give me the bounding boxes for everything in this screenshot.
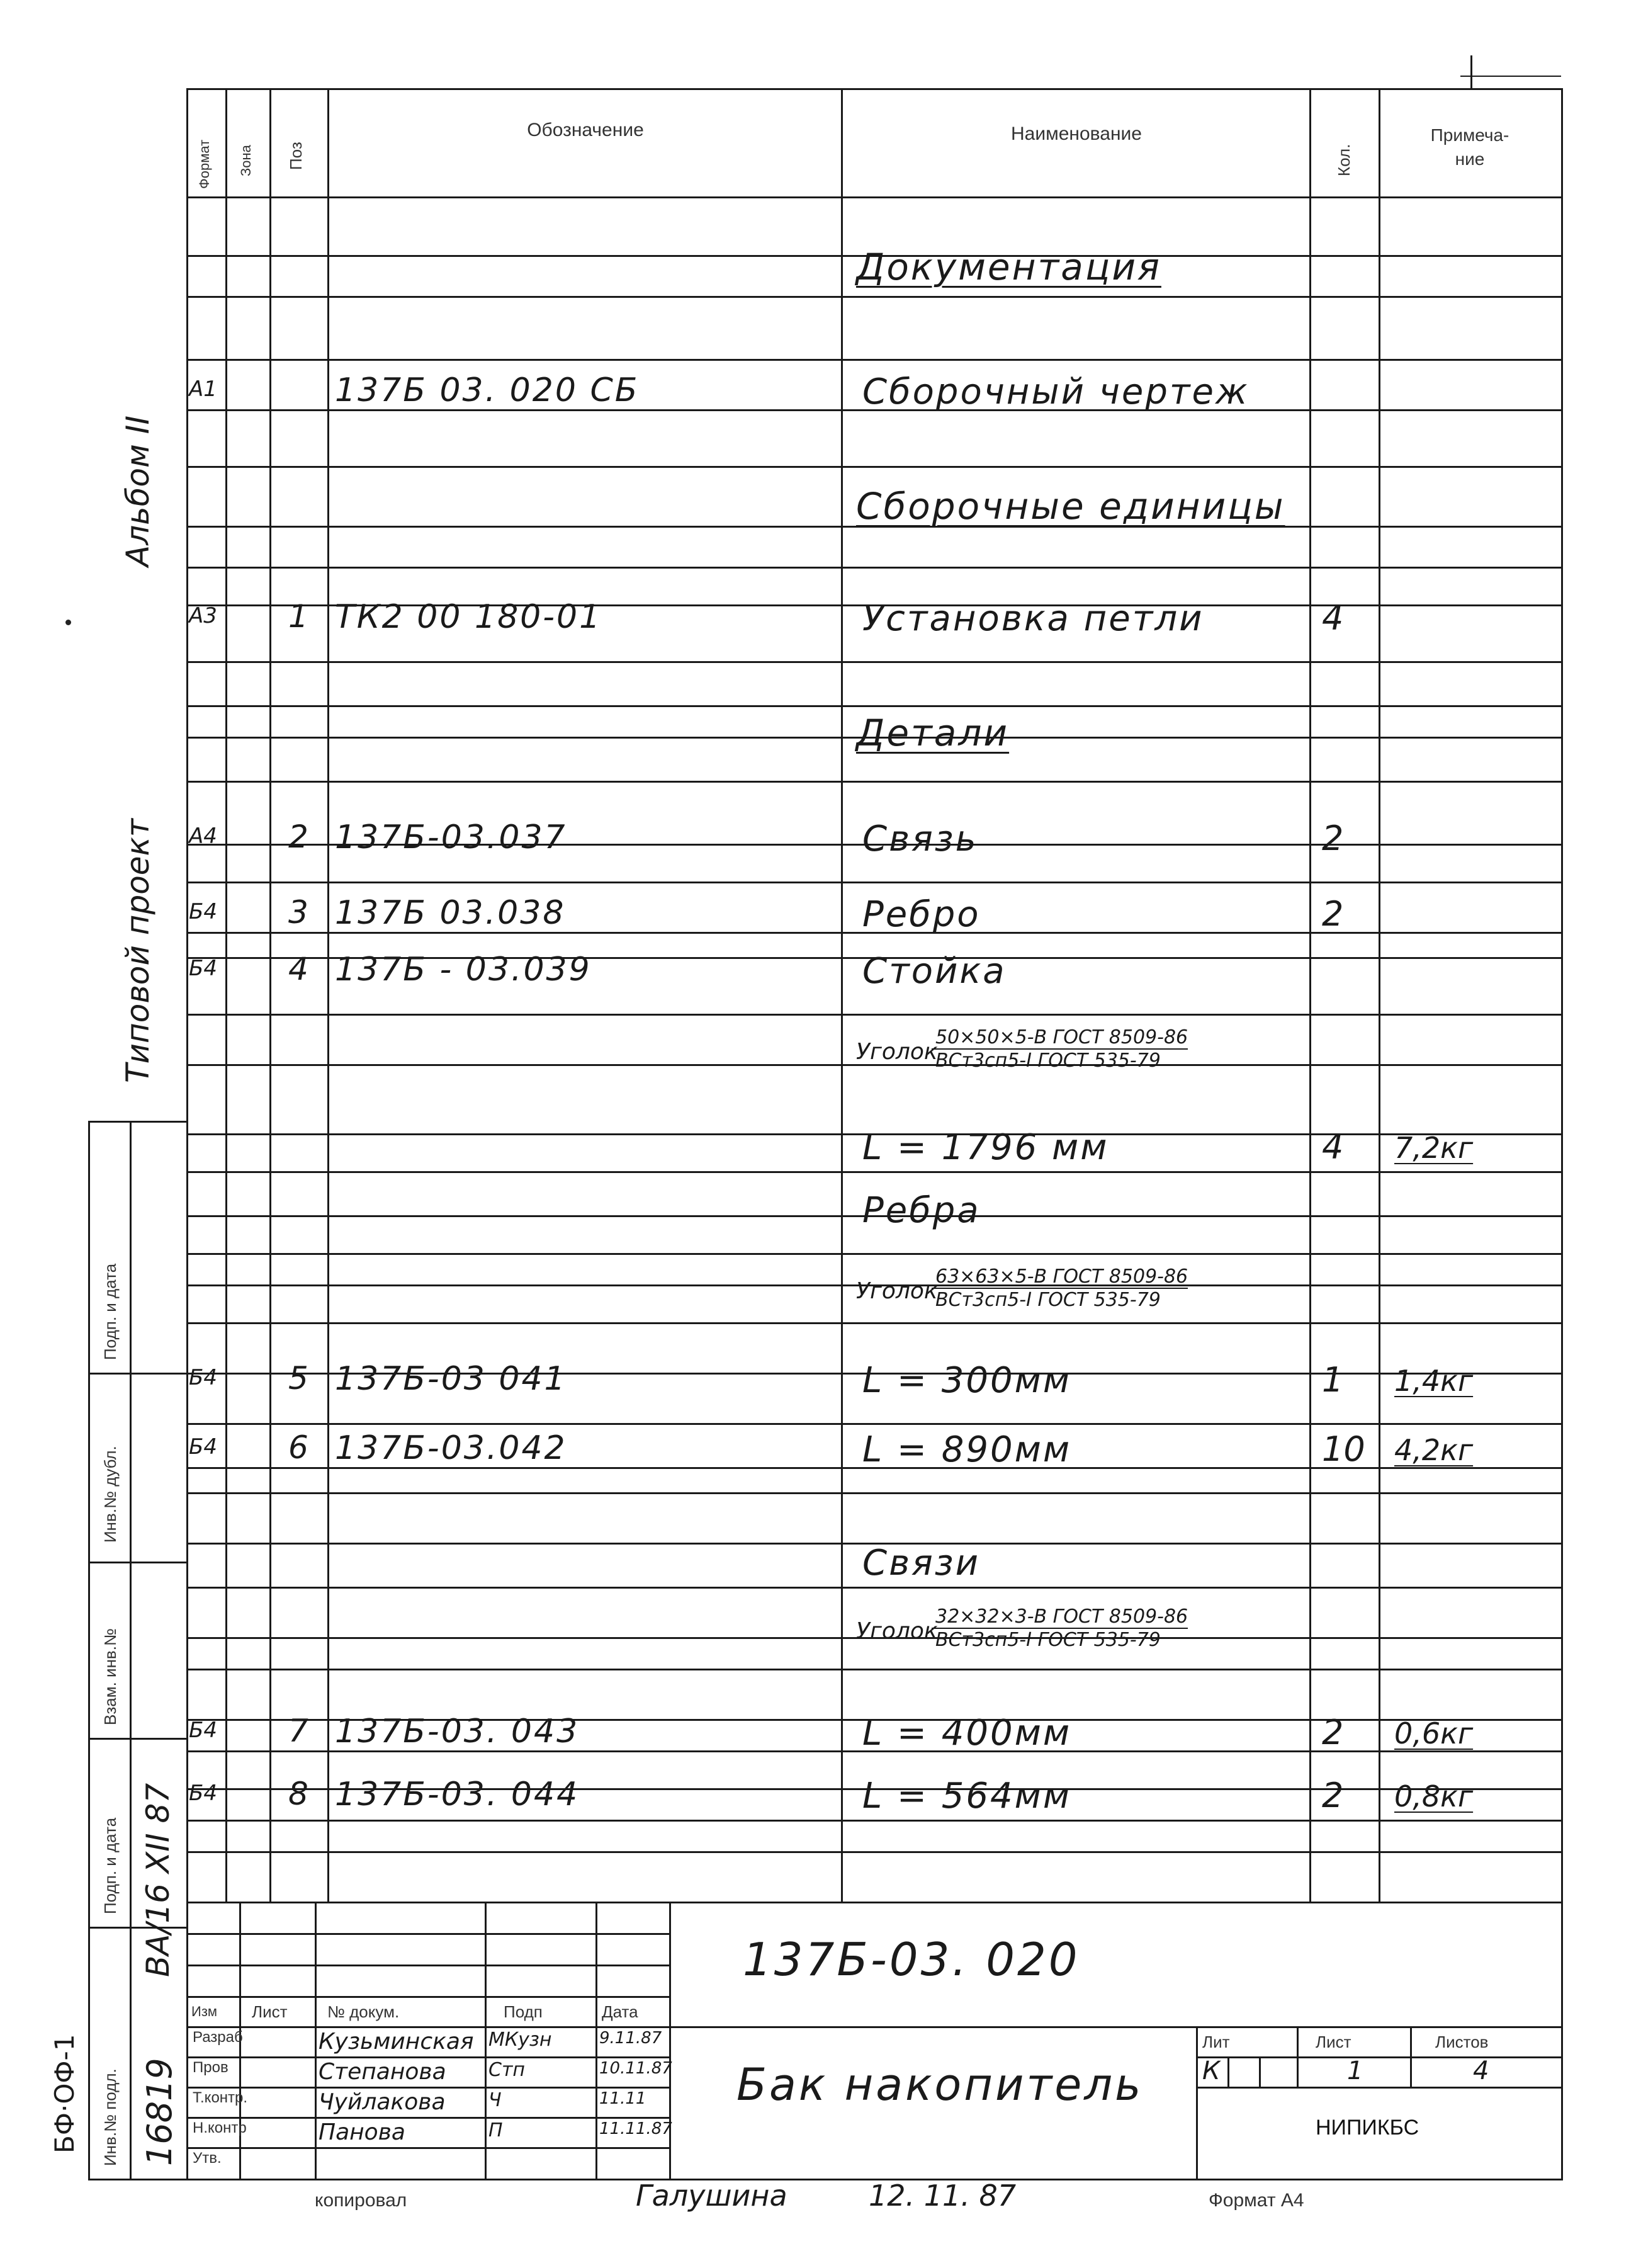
row-section-title: Детали — [856, 712, 1010, 754]
person-name: Панова — [319, 2119, 405, 2145]
row-line — [186, 296, 1563, 298]
row-note: 7,2кг — [1394, 1131, 1474, 1165]
row-line — [186, 882, 1563, 883]
row-format: Б4 — [189, 956, 217, 981]
header-designation: Обозначение — [527, 120, 644, 140]
row-qty: 2 — [1322, 1776, 1344, 1815]
row-format: Б4 — [189, 899, 217, 924]
lit-value: К — [1202, 2056, 1221, 2085]
row-line — [186, 1820, 1563, 1822]
sheet-value: 1 — [1347, 2056, 1363, 2085]
row-designation: 137Б-03. 043 — [335, 1713, 580, 1750]
row-line — [186, 567, 1563, 569]
person-signature: П — [488, 2119, 503, 2141]
row-designation: 137Б-03. 044 — [335, 1776, 580, 1813]
row-format: Б4 — [189, 1434, 217, 1460]
row-line — [186, 1322, 1563, 1324]
person-role: Пров — [193, 2059, 228, 2076]
side-label-podp-data-1: Подп. и дата — [101, 1263, 120, 1360]
row-name: L = 1796 мм — [862, 1127, 1109, 1168]
row-line — [186, 1423, 1563, 1425]
row-name: L = 564мм — [862, 1776, 1072, 1817]
copied-label: копировал — [315, 2190, 407, 2211]
row-qty: 1 — [1322, 1360, 1344, 1400]
header-note: Примеча- ние — [1430, 125, 1509, 169]
header-pos: Поз — [286, 142, 305, 170]
row-format: А1 — [189, 377, 217, 402]
copied-date: 12. 11. 87 — [869, 2179, 1017, 2213]
profile-bottom: ВСт3сп5-I ГОСТ 535-79 — [935, 1289, 1161, 1311]
row-format: Б4 — [189, 1365, 217, 1390]
row-qty: 10 — [1322, 1429, 1365, 1469]
row-format: А4 — [189, 824, 217, 849]
row-name: Ребро — [862, 894, 981, 935]
row-format: А3 — [189, 603, 217, 628]
row-line — [186, 1492, 1563, 1494]
row-qty: 4 — [1322, 1127, 1344, 1167]
person-signature: МКузн — [488, 2029, 552, 2051]
person-signature: Стп — [488, 2059, 526, 2081]
row-pos: 1 — [288, 598, 308, 635]
profile-prefix: Уголок — [856, 1039, 938, 1065]
row-designation: ТК2 00 180-01 — [335, 598, 602, 636]
row-line — [186, 1253, 1563, 1255]
header-format: Формат — [196, 139, 212, 189]
profile-prefix: Уголок — [856, 1278, 938, 1304]
copied-by: Галушина — [636, 2179, 787, 2213]
row-designation: 137Б 03.038 — [335, 894, 566, 932]
sheets-label: Листов — [1435, 2033, 1489, 2051]
header-zone: Зона — [238, 145, 254, 176]
person-role: Утв. — [193, 2150, 222, 2167]
person-date: 11.11.87 — [599, 2119, 672, 2138]
lit-label: Лит — [1202, 2033, 1230, 2051]
person-role: Т.контр. — [193, 2089, 248, 2106]
row-line — [186, 661, 1563, 663]
col-date: Дата — [602, 2002, 638, 2021]
profile-top: 32×32×3-В ГОСТ 8509-86 — [932, 1606, 1188, 1629]
row-line — [186, 1851, 1563, 1853]
org-name: НИПИКБС — [1316, 2116, 1419, 2140]
sheet-label: Лист — [1316, 2033, 1351, 2051]
row-designation: 137Б-03.037 — [335, 819, 567, 856]
row-name: Установка петли — [862, 598, 1204, 639]
header-qty: Кол. — [1334, 144, 1353, 176]
row-designation: 137Б - 03.039 — [335, 951, 592, 989]
row-line — [186, 705, 1563, 707]
person-name: Кузьминская — [319, 2029, 474, 2055]
sheets-value: 4 — [1473, 2056, 1489, 2085]
row-pos: 2 — [288, 819, 308, 855]
row-line — [186, 1669, 1563, 1670]
row-designation: 137Б-03.042 — [335, 1429, 567, 1467]
row-name: Стойка — [862, 951, 1007, 992]
col-list: Лист — [252, 2002, 288, 2021]
row-designation: 137Б-03 041 — [335, 1360, 567, 1398]
person-role: Н.контр — [193, 2119, 247, 2136]
row-note: 4,2кг — [1394, 1433, 1474, 1467]
row-designation: 137Б 03. 020 СБ — [335, 371, 640, 409]
profile-top: 50×50×5-В ГОСТ 8509-86 — [932, 1026, 1188, 1050]
side-label-inv-dubl: Инв.№ дубл. — [101, 1446, 120, 1543]
row-name: L = 890мм — [862, 1429, 1072, 1470]
person-role: Разраб — [193, 2029, 243, 2046]
row-qty: 2 — [1322, 894, 1344, 934]
person-date: 11.11 — [599, 2089, 646, 2108]
profile-bottom: ВСт3сп5-I ГОСТ 535-79 — [935, 1050, 1161, 1072]
row-format: Б4 — [189, 1718, 217, 1743]
row-line — [186, 1171, 1563, 1173]
person-date: 10.11.87 — [599, 2059, 672, 2078]
doc-number: 137Б-03. 020 — [743, 1933, 1080, 1986]
col-izm: Изм — [191, 2004, 218, 2019]
row-pos: 7 — [288, 1713, 308, 1749]
row-pos: 4 — [288, 951, 308, 987]
row-name: L = 300мм — [862, 1360, 1072, 1401]
row-section-title: Сборочные единицы — [856, 485, 1285, 528]
row-qty: 4 — [1322, 598, 1344, 638]
person-signature: Ч — [488, 2089, 502, 2111]
row-name: Сборочный чертеж — [862, 371, 1250, 412]
row-line — [186, 1014, 1563, 1016]
row-qty: 2 — [1322, 1713, 1344, 1752]
profile-top: 63×63×5-В ГОСТ 8509-86 — [932, 1266, 1188, 1289]
row-section-title: Документация — [856, 246, 1161, 288]
side-label-vzam: Взам. инв.№ — [101, 1628, 120, 1725]
row-line — [186, 359, 1563, 361]
row-name: L = 400мм — [862, 1713, 1072, 1754]
sign-date-handwritten: ВА/16 XII 87 — [140, 1783, 176, 1977]
person-date: 9.11.87 — [599, 2029, 662, 2048]
project-label: Типовой проект — [120, 819, 156, 1083]
format-label: Формат А4 — [1209, 2190, 1304, 2211]
row-name: Связи — [862, 1543, 980, 1584]
person-name: Чуйлакова — [319, 2089, 446, 2115]
row-line — [186, 466, 1563, 468]
header-name: Наименование — [1011, 123, 1142, 144]
side-label-podp-data-2: Подп. и дата — [101, 1817, 120, 1914]
album-label: Альбом II — [120, 415, 156, 567]
inv-number-handwritten: 16819 — [140, 2058, 179, 2166]
row-pos: 5 — [288, 1360, 308, 1397]
row-line — [186, 1587, 1563, 1589]
row-name: Связь — [862, 819, 978, 859]
side-label-inv-podl: Инв.№ подл. — [101, 2068, 120, 2166]
row-pos: 3 — [288, 894, 308, 931]
doc-title: Бак накопитель — [736, 2059, 1144, 2111]
row-pos: 8 — [288, 1776, 308, 1812]
row-format: Б4 — [189, 1781, 217, 1806]
row-qty: 2 — [1322, 819, 1344, 858]
col-doc: № докум. — [327, 2002, 400, 2021]
row-line — [186, 196, 1563, 198]
row-note: 0,8кг — [1394, 1779, 1474, 1813]
person-name: Степанова — [319, 2059, 446, 2085]
profile-prefix: Уголок — [856, 1618, 938, 1644]
col-sign: Подп — [504, 2002, 543, 2021]
doc-code: БФ·ОФ-1 — [49, 2034, 80, 2153]
row-line — [186, 781, 1563, 783]
row-note: 0,6кг — [1394, 1716, 1474, 1750]
row-pos: 6 — [288, 1429, 308, 1466]
profile-bottom: ВСт3сп5-I ГОСТ 535-79 — [935, 1629, 1161, 1651]
row-note: 1,4кг — [1394, 1364, 1474, 1398]
row-name: Ребра — [862, 1190, 981, 1231]
